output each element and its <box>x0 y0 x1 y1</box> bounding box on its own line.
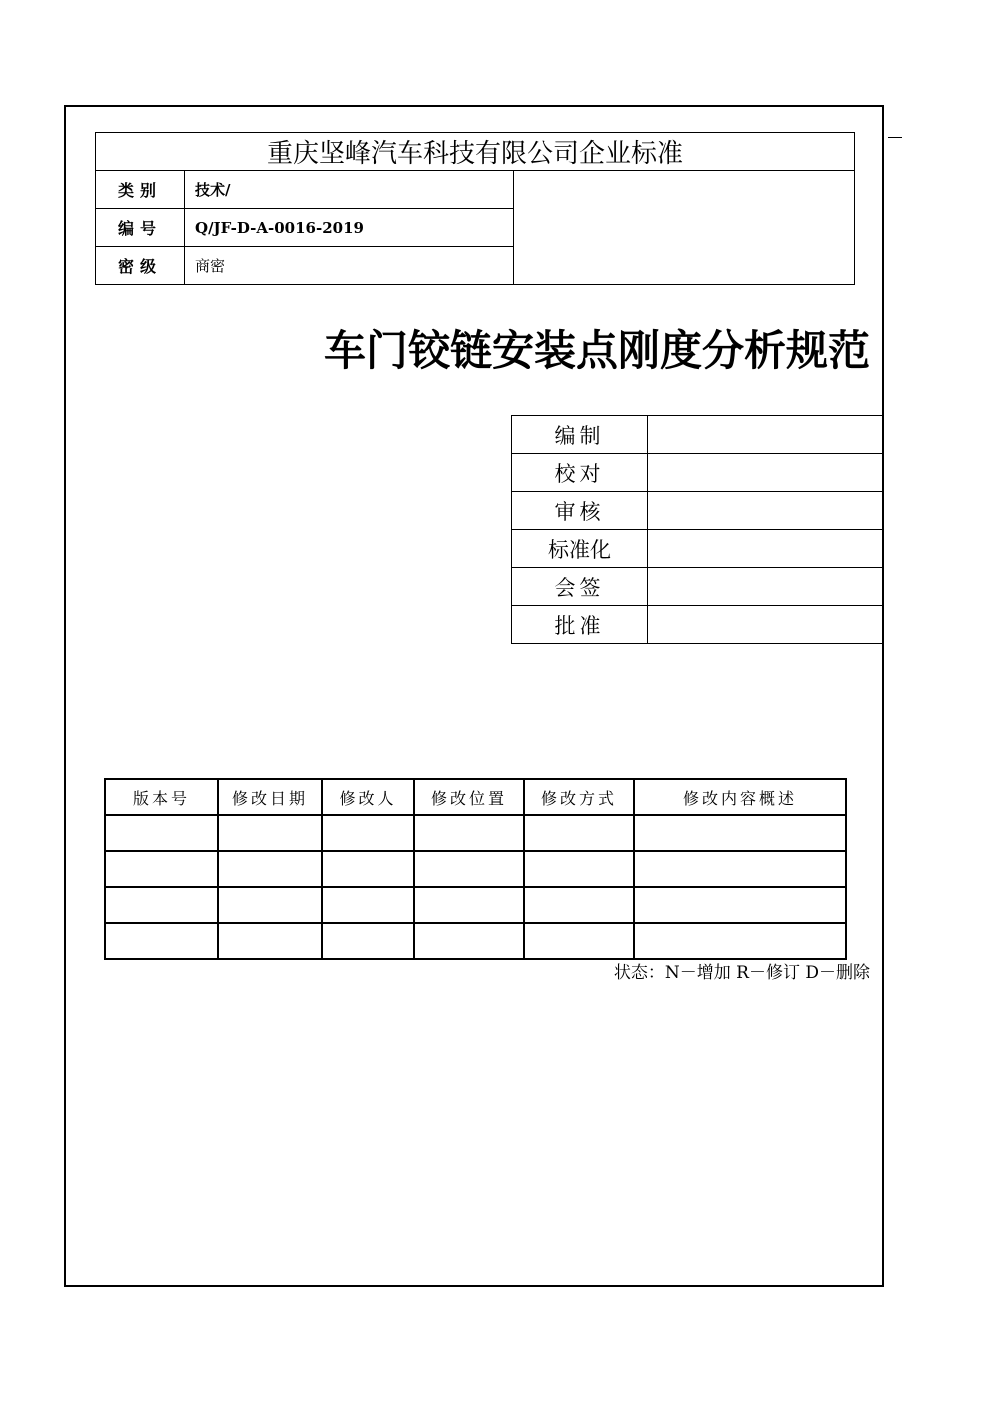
table-cell[interactable] <box>218 851 322 887</box>
table-cell[interactable] <box>322 851 414 887</box>
category-label: 类别 <box>96 171 185 209</box>
document-title: 车门铰链安装点刚度分析规范 <box>323 326 870 375</box>
table-cell[interactable] <box>414 815 524 851</box>
col-version: 版本号 <box>105 779 218 815</box>
approval-label-countersign: 会签 <box>512 568 648 606</box>
table-cell[interactable] <box>414 851 524 887</box>
number-value: Q/JF-D-A-0016-2019 <box>185 209 514 247</box>
table-cell[interactable] <box>105 851 218 887</box>
revision-table <box>104 778 847 960</box>
number-label: 编号 <box>96 209 185 247</box>
header-table <box>95 132 855 285</box>
col-location: 修改位置 <box>414 779 524 815</box>
table-cell[interactable] <box>218 923 322 959</box>
table-cell[interactable] <box>105 815 218 851</box>
approval-label-approve: 批准 <box>512 606 648 644</box>
table-cell[interactable] <box>524 815 634 851</box>
approval-label-prepare: 编制 <box>512 416 648 454</box>
table-cell[interactable] <box>322 923 414 959</box>
table-row <box>105 887 846 923</box>
col-summary: 修改内容概述 <box>634 779 846 815</box>
table-cell[interactable] <box>322 887 414 923</box>
col-date: 修改日期 <box>218 779 322 815</box>
col-method: 修改方式 <box>524 779 634 815</box>
table-cell[interactable] <box>414 923 524 959</box>
approval-field-approve[interactable] <box>648 606 884 644</box>
table-cell[interactable] <box>105 923 218 959</box>
approval-table <box>511 415 884 644</box>
table-row <box>105 851 846 887</box>
header-blank-area <box>514 171 855 285</box>
table-cell[interactable] <box>218 815 322 851</box>
table-cell[interactable] <box>524 851 634 887</box>
approval-field-standardize[interactable] <box>648 530 884 568</box>
table-cell[interactable] <box>414 887 524 923</box>
table-row <box>105 815 846 851</box>
table-cell[interactable] <box>105 887 218 923</box>
approval-label-review: 审核 <box>512 492 648 530</box>
status-legend: 状态：N－增加 R－修订 D－删除 <box>613 963 870 983</box>
approval-field-countersign[interactable] <box>648 568 884 606</box>
table-cell[interactable] <box>634 851 846 887</box>
table-cell[interactable] <box>634 887 846 923</box>
table-cell[interactable] <box>322 815 414 851</box>
security-value: 商密 <box>185 247 514 285</box>
table-row <box>105 923 846 959</box>
approval-field-review[interactable] <box>648 492 884 530</box>
approval-field-prepare[interactable] <box>648 416 884 454</box>
approval-field-proofread[interactable] <box>648 454 884 492</box>
table-cell[interactable] <box>634 923 846 959</box>
category-value: 技术/ <box>185 171 514 209</box>
security-label: 密级 <box>96 247 185 285</box>
corner-mark <box>888 137 902 138</box>
approval-label-proofread: 校对 <box>512 454 648 492</box>
table-cell[interactable] <box>634 815 846 851</box>
table-cell[interactable] <box>218 887 322 923</box>
revision-header-row <box>105 779 846 815</box>
company-standard-title: 重庆坚峰汽车科技有限公司企业标准 <box>96 133 855 171</box>
col-editor: 修改人 <box>322 779 414 815</box>
table-cell[interactable] <box>524 887 634 923</box>
table-cell[interactable] <box>524 923 634 959</box>
approval-label-standardize: 标准化 <box>512 530 648 568</box>
